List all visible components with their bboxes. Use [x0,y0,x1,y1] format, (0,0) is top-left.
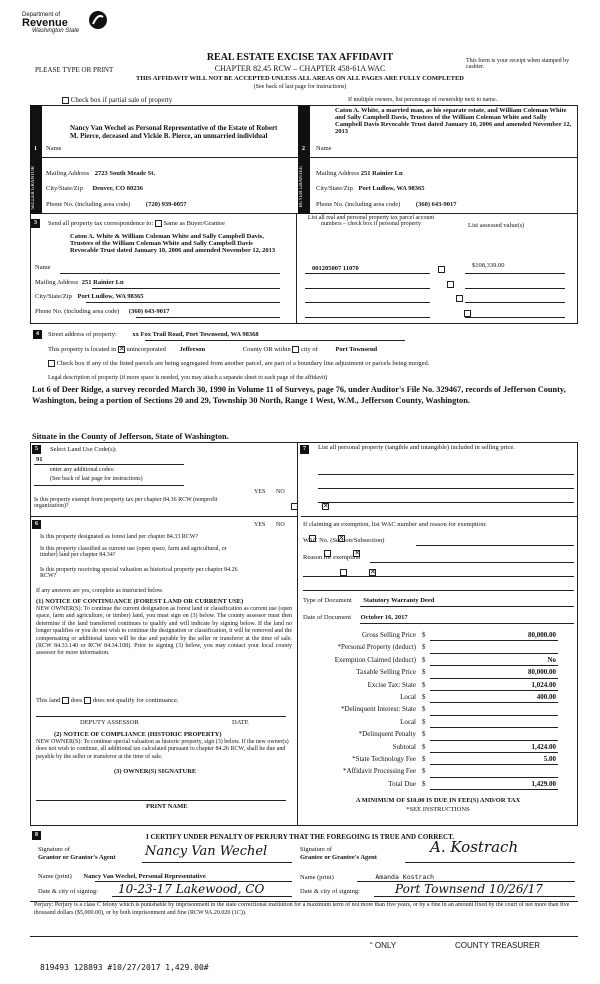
fee-currency: $ [422,643,426,652]
seller-city[interactable]: Denver, CO 80236 [92,185,143,192]
grantee-name-label: Name (print) [300,874,334,881]
segregated-label: Check box if any of the listed parcels are being segregated from another parcel, are part of a boundary line adjustment or parcels being merged. [56,360,430,367]
form-subtitle: CHAPTER 82.45 RCW – CHAPTER 458-61A WAC [214,64,386,73]
fee-label: *Delinquent Penalty [358,730,416,739]
fee-currency: $ [422,631,426,639]
fee-label: Excise Tax: State [367,680,416,689]
grantee-sig-label-2: Grantee or Grantee's Agent [300,854,377,861]
parcel-header: List all real and personal property tax parcel account numbers – check box if personal property [307,215,435,227]
fee-line [430,777,558,778]
fee-value[interactable]: 5.00 [543,754,556,763]
land-label: This land [36,697,61,704]
fee-line [430,764,558,765]
section-5-number: 5 [32,445,41,454]
notice-1-title: (1) NOTICE OF CONTINUANCE (FOREST LAND OR CURRENT USE) [36,598,244,605]
corr-phone-label: Phone No. (including area code) [35,308,120,315]
additional-codes-label: enter any additional codes: [50,467,115,473]
fee-currency: $ [422,730,426,739]
parcel-number[interactable]: 001205007 11070 [312,265,359,272]
fee-currency: $ [422,767,426,776]
fee-value[interactable]: 80,000.00 [528,631,556,639]
land-use-label: Select Land Use Code(s): [50,446,117,453]
fee-value[interactable]: 80,000.00 [528,668,556,677]
correspondence-name-label: Name [35,264,51,271]
grantor-sig-label: Signature of [38,846,70,853]
fees-table [300,630,576,791]
personal-property-label: List all personal property (tangible and intangible) included in selling price. [318,444,515,451]
land-use-code[interactable]: 91 [36,456,43,463]
see-instructions: *SEE INSTRUCTIONS [406,806,470,813]
does-checkbox[interactable] [62,697,69,704]
doc-type[interactable]: Statutory Warranty Deed [363,597,435,604]
see-back: (See back of last page for instructions) [253,84,347,90]
buyer-city-label: City/State/Zip [316,185,353,192]
fee-line [430,727,558,728]
multiple-owners: If multiple owners, list percentage of ownership next to name. [348,97,498,103]
notice-2-text: NEW OWNER(S): To continue special valuation as historic property, sign (3) below. If the new owner(s) does not wish to continue, all additional tax calculated pursuant to chapter 84.26 RCW, shall be due and payable by the seller or transferor at the time of sale. [36,739,289,760]
cashier-stamp: 819493 128893 #10/27/2017 1,429.00# [40,963,209,972]
notice-1-text: NEW OWNER(S): To continue the current designation as forest land or classification as current use (open space, farm and agriculture, or timber) land, you must sign on (3) below. The county assessor must then determine if the land transferred continues to qualify and will indicate by signing below. If the land no longer qualifies or you do not wish to continue the designation or classification, it will be removed and the compensating or additional taxes will be due and payable by the seller or transferor at the time of sale. (RCW 84.33.140 or RCW 84.34.108). Prior to signing (3) below, you may contact your local county assessor for more information. [36,606,292,657]
fee-label: *State Technology Fee [352,754,416,763]
fee-line [430,740,558,741]
receipt-note: This form is your receipt when stamped by cashier. [466,58,570,70]
personal-property-checkbox-1[interactable] [438,266,445,273]
fee-row [300,704,576,716]
fee-value[interactable]: 1,024.00 [531,680,556,689]
exemption-label: If claiming an exemption, list WAC number and reason for exemption: [303,521,487,528]
buyer-city[interactable]: Port Ludlow, WA 98365 [358,185,425,192]
deputy-assessor-label: DEPUTY ASSESSOR [80,719,139,726]
corr-city-label: City/State/Zip [35,293,72,300]
county-treasurer-label: COUNTY TREASURER [455,941,541,950]
dor-logo [22,12,112,34]
personal-property-checkbox-2[interactable] [447,281,454,288]
fee-row [300,655,576,667]
only-label: “ ONLY [370,941,397,950]
street-label: Street address of property: [48,331,117,338]
assessed-value[interactable]: $108,339.00 [472,262,505,269]
seller-phone-label: Phone No. (including area code) [46,201,131,208]
buyer-name[interactable]: Caton A. White, a married man, as his separate estate, and William Coleman White and Sally Campbell Davis, Trustees of the William Coleman White and Sally Campbell Davis Revocable Trust dated January 10, 2006 and amended November 12, 2013 [335,107,572,135]
section-7-number: 7 [300,445,309,454]
unincorporated-checkbox[interactable] [118,346,125,353]
fee-label: Subtotal [392,742,416,751]
wac-label: WAC No. (Section/Subsection) [303,537,385,544]
correspondence-label: Send all property tax correspondence to: [48,220,154,227]
fee-label: *Affidavit Processing Fee [343,767,416,776]
corr-mail-label: Mailing Address [35,279,79,286]
exempt-no-checkbox[interactable] [322,503,329,510]
segregated-checkbox[interactable] [48,360,55,367]
corr-mail[interactable]: 251 Rainier Ln [81,279,124,286]
historic-question: Is this property receiving special valuation as historical property per chapter 84.26 RCW? [40,567,238,579]
fee-row [300,642,576,654]
fee-currency: $ [422,655,426,664]
grantor-date-city[interactable]: 10-23-17 Lakewood, CO [118,882,265,896]
seller-mail-label: Mailing Address [46,170,90,177]
fee-label: Local [400,717,416,726]
fee-currency: $ [422,692,426,701]
fee-currency: $ [422,668,426,677]
fee-row [300,667,576,679]
fee-label: *Personal Property (deduct) [337,643,416,652]
fee-line [430,678,558,679]
section-1-number: 1 [31,145,40,154]
reason-label: Reason for exemption [303,554,361,561]
seller-city-label: City/State/Zip [46,185,83,192]
grantee-signature[interactable]: A. Kostrach [430,838,519,856]
section-2-number: 2 [299,145,308,154]
assessed-header: List assessed value(s) [468,222,525,229]
does-not-checkbox[interactable] [84,697,91,704]
fee-line [430,690,558,691]
date-label: DATE [232,719,249,726]
yes-header-5: YES [254,489,266,495]
grantee-date-label: Date & city of signing: [300,888,360,895]
city-of-label: city of [301,346,318,353]
fee-row [300,779,576,791]
seller-mail[interactable]: 2723 South Meade St. [94,170,156,177]
fee-row [300,754,576,766]
street-address[interactable]: xx Fox Trail Road, Port Townsend, WA 98368 [132,331,259,338]
fee-label: Gross Selling Price [361,631,416,639]
grantor-date-label: Date & city of signing: [38,888,98,895]
grantor-name[interactable]: Nancy Van Wechel, Personal Representative [83,873,206,880]
unincorporated-label: unincorporated [126,346,166,353]
current-use-question: Is this property classified as current use (open space, farm and agricultural, or timber) land per chapter 84.34? [40,546,227,558]
fee-value[interactable]: 1,424.00 [531,742,556,751]
correspondence-name[interactable]: Caton A. White & William Coleman White and Sally Campbell Davis, Trustees of the William Coleman White and Sally Campbell Davis Revocable Trust dated January 10, 2006 and amended November 12, 2013 [70,233,276,254]
same-as-buyer-label: Same as Buyer/Grantee [163,220,225,227]
logo-dept: Department of [22,12,61,18]
fee-currency: $ [422,779,426,788]
logo-state: Washington State [32,28,80,34]
personal-property-checkbox-3[interactable] [456,295,463,302]
warning: THIS AFFIDAVIT WILL NOT BE ACCEPTED UNLESS ALL AREAS ON ALL PAGES ARE FULLY COMPLETED [136,75,464,82]
fee-row [300,729,576,741]
fee-currency: $ [422,705,426,714]
fee-line [430,665,558,666]
city-value[interactable]: Port Townsend [335,346,378,353]
fee-line [430,789,558,790]
section-8-number: 8 [32,831,41,840]
land-use-see-back: (See back of last page for instructions) [50,476,143,482]
fee-row [300,680,576,692]
fee-value[interactable]: 1,429.00 [531,779,556,788]
section-3-number: 3 [31,219,40,228]
seller-name[interactable]: Nancy Van Wechel as Personal Representative of the Estate of Robert M. Pierce, deceased and Vickie B. Pierce, an unmarried individual [70,124,278,140]
exempt-question: Is this property exempt from property tax per chapter 84.36 RCW (nonprofit organization)? [34,497,218,509]
no-header-5: NO [276,489,285,495]
fee-row [300,692,576,704]
certify-statement: I CERTIFY UNDER PENALTY OF PERJURY THAT THE FOREGOING IS TRUE AND CORRECT. [145,833,454,841]
buyer-phone[interactable]: (360) 643-9017 [415,201,457,208]
grantee-sig-label: Signature of [300,846,332,853]
fee-currency: $ [422,742,426,751]
historic-no-checkbox[interactable] [369,569,376,576]
same-as-buyer-checkbox[interactable] [155,220,162,227]
buyer-mail-label: Mailing Address [316,170,360,177]
city-checkbox[interactable] [292,346,299,353]
grantor-name-label: Name (print) [38,873,72,880]
seller-phone[interactable]: (720) 939-0057 [145,201,187,208]
fee-currency: $ [422,717,426,726]
grantor-sig-label-2: Grantor or Grantor's Agent [38,854,116,861]
please-type: PLEASE TYPE OR PRINT [35,66,114,74]
personal-property-checkbox-4[interactable] [464,310,471,317]
doc-type-label: Type of Document [303,597,352,604]
minimum-due: A MINIMUM OF $10.00 IS DUE IN FEE(S) AND/OR TAX [355,797,521,804]
perjury-statement: Perjury: Perjury is a class C felony which is punishable by imprisonment in the state correctional institution for a maximum term of not more than five years, or by a fine in an amount fixed by the court of not more than five thousand dollars ($5,000.00), or by both imprisonment and fine (RCW 9A.20.020 (1C)). [34,902,570,916]
county-value[interactable]: Jefferson [179,346,206,353]
dor-logo-icon [88,10,108,30]
exempt-yes-checkbox[interactable] [291,503,298,510]
fee-label: Taxable Selling Price [356,668,416,677]
logo-revenue: Revenue [22,17,68,29]
grantor-signature[interactable]: Nancy Van Wechel [145,844,268,859]
fee-row [300,717,576,729]
fee-currency: $ [422,680,426,689]
yes-header-6: YES [254,522,266,528]
print-name-label: PRINT NAME [146,803,188,810]
owner-signature-label: (3) OWNER(S) SIGNATURE [114,768,197,775]
buyer-mail[interactable]: 251 Rainier Ln [360,170,403,177]
grantee-name[interactable]: Amanda Kostrach [375,873,435,881]
grantee-date-city[interactable]: Port Townsend 10/26/17 [395,882,543,896]
fee-line [430,702,558,703]
partial-sale-checkbox[interactable] [62,97,69,104]
located-label: This property is located in [48,346,117,353]
fee-label: Local [400,692,416,701]
legal-description[interactable]: Lot 6 of Deer Ridge, a survey recorded March 30, 1990 in Volume 11 of Surveys, page 76, under Auditor's File No. 329467, records of Jefferson County, Washington, being a portion of Sections 20 and 29, Township 30 North, Range 1 West, W.M., Jefferson County, Washington. [32,385,566,405]
corr-city[interactable]: Port Ludlow, WA 98365 [77,293,144,300]
historic-yes-checkbox[interactable] [340,569,347,576]
doc-date-label: Date of Document [303,614,352,621]
fee-row [300,630,576,642]
does-not-label: does not qualify for continuance. [92,697,179,704]
no-header-6: NO [276,522,285,528]
buyer-side-label: BUYER GRANTEE [299,166,304,208]
buyer-name-label: Name [316,145,332,152]
legal-label: Legal description of property (if more space is needed, you may attach a separate sheet to each page of the affidavit) [48,375,328,381]
corr-phone[interactable]: (360) 643-9017 [128,308,170,315]
section-4-number: 4 [33,330,42,339]
forest-question: Is this property designated as forest land per chapter 84.33 RCW? [40,534,199,540]
doc-date[interactable]: October 16, 2017 [360,614,408,621]
fee-label: Total Due [388,779,416,788]
fee-value[interactable]: No [547,655,556,664]
partial-sale-label: Check box if partial sale of property [70,96,173,104]
fee-currency: $ [422,754,426,763]
does-label: does [70,697,83,704]
buyer-phone-label: Phone No. (including area code) [316,201,401,208]
seller-name-label: Name [46,145,62,152]
fee-line [430,752,558,753]
fee-row [300,766,576,778]
fee-label: *Delinquent Interest: State [340,705,416,714]
if-yes-text: If any answers are yes, complete as instructed below. [36,588,164,594]
county-label: County OR within [242,346,291,353]
fee-label: Exemption Claimed (deduct) [334,655,416,664]
section-6-number: 6 [32,520,41,529]
fee-line [430,640,558,641]
partial-sale[interactable] [62,96,172,104]
seller-side-label: SELLER GRANTOR [31,166,36,210]
fee-line [430,653,558,654]
form-title: REAL ESTATE EXCISE TAX AFFIDAVIT [206,52,394,63]
fee-row [300,742,576,754]
situate-text: Situate in the County of Jefferson, State of Washington. [32,432,229,441]
fee-line [430,715,558,716]
notice-2-title: (2) NOTICE OF COMPLIANCE (HISTORIC PROPERTY) [54,731,222,738]
fee-value[interactable]: 400.00 [536,692,556,701]
